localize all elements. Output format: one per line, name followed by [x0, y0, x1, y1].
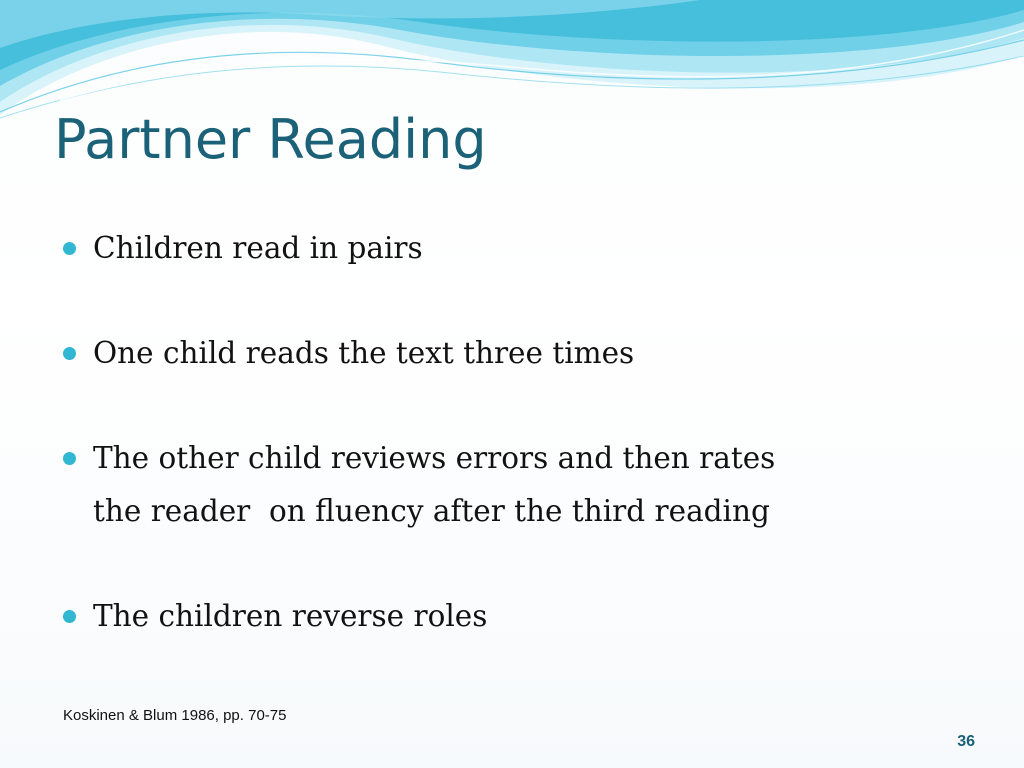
bullet-text: The children reverse roles: [93, 599, 488, 633]
bullet-text: Children read in pairs: [93, 231, 423, 265]
bullet-text-line-1: The other child reviews errors and then rates: [93, 441, 776, 475]
page-number: 36: [957, 733, 975, 750]
bullet-item: [58, 327, 988, 380]
slide-title: Partner Reading: [54, 108, 487, 171]
bullet-icon: [63, 610, 76, 623]
bullet-list: [58, 222, 988, 695]
bullet-item: [58, 222, 988, 275]
bullet-icon: [63, 347, 76, 360]
bullet-text-line-2: the reader on fluency after the third reading: [93, 494, 770, 528]
citation: Koskinen & Blum 1986, pp. 70-75: [63, 707, 287, 724]
bullet-icon: [63, 452, 76, 465]
bullet-item: [58, 432, 988, 538]
bullet-icon: [63, 242, 76, 255]
bullet-item: [58, 590, 988, 643]
bullet-text: One child reads the text three times: [93, 336, 635, 370]
